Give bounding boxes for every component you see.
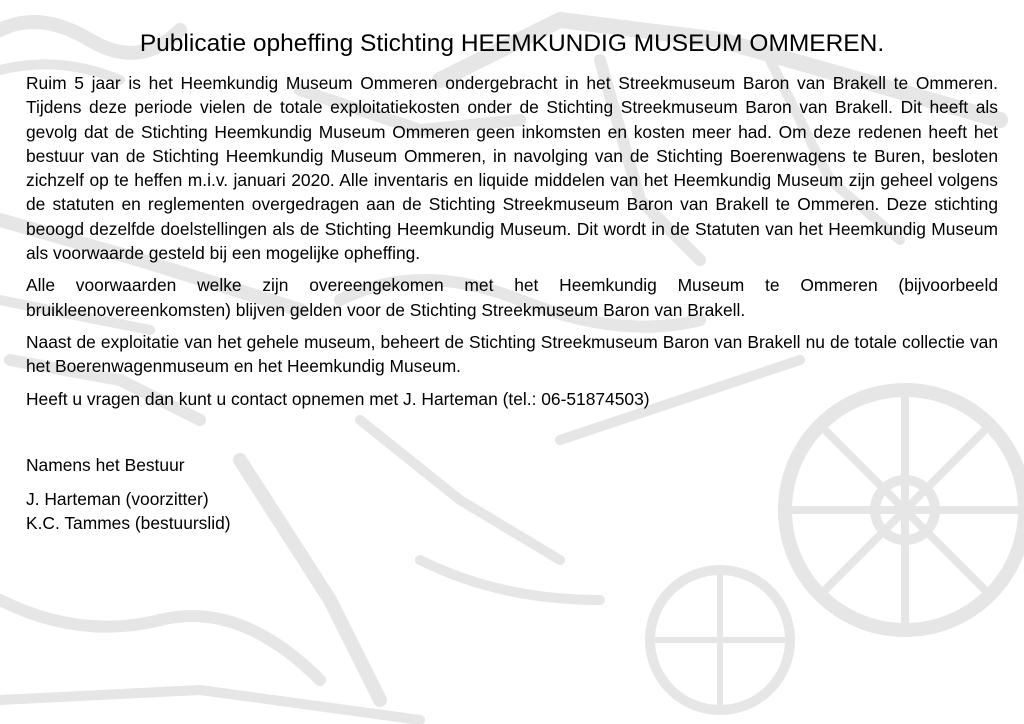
- closing-line: Namens het Bestuur: [26, 454, 185, 475]
- document-title: Publicatie opheffing Stichting HEEMKUNDIG MUSEUM OMMEREN.: [139, 30, 885, 57]
- signatory-list: [26, 487, 998, 536]
- paragraph-conditions: Alle voorwaarden welke zijn overeengekomen met het Heemkundig Museum te Ommeren (bijvoorbeeld bruikleenovereenkomsten) blijven gelden voor de Stichting Streekmuseum Baron van Brakell.: [26, 275, 998, 320]
- signatory-chairman: J. Harteman (voorzitter): [26, 489, 209, 510]
- signatory-board-member: K.C. Tammes (bestuurslid): [26, 513, 231, 534]
- paragraph-collection: Naast de exploitatie van het gehele museum, beheert de Stichting Streekmuseum Baron van Brakell nu de totale collectie van het Boerenwagenmuseum en het Heemkundig Museum.: [26, 331, 998, 377]
- paragraph-intro: Ruim 5 jaar is het Heemkundig Museum Ommeren ondergebracht in het Streekmuseum Baron van Brakell te Ommeren. Tijdens deze periode vielen de totale exploitatiekosten onder de Stichting Streekmuseum Baron van Brakell. Dit heeft als gevolg dat de Stichting Heemkundig Museum Ommeren geen inkomsten en kosten meer had. Om deze redenen heeft het bestuur van de Stichting Heemkundig Museum Ommeren, in navolging van de Stichting Boerenwagens te Buren, besloten zichzelf op te heffen m.i.v. januari 2020. Alle inventaris en liquide middelen van het Heemkundig Museum zijn geheel volgens de statuten en reglementen overgedragen aan de Stichting Streekmuseum Baron van Brakell te Ommeren. Deze stichting beoogd dezelfde doelstellingen als de Stichting Heemkundig Museum. Dit wordt in de Statuten van het Heemkundig Museum als voorwaarde gesteld bij een mogelijke opheffing.: [26, 73, 998, 264]
- document-body: [26, 28, 998, 536]
- spacer: [26, 419, 998, 453]
- paragraph-contact: Heeft u vragen dan kunt u contact opnemen met J. Harteman (tel.: 06-51874503): [26, 388, 650, 409]
